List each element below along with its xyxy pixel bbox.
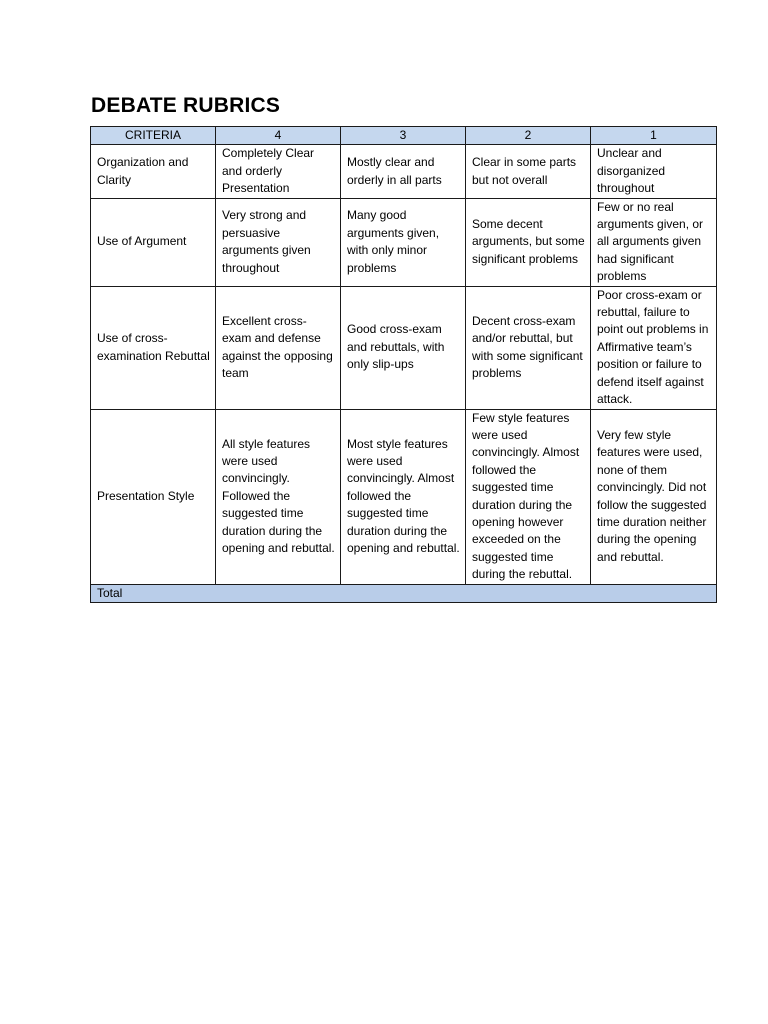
score-1-cell: Very few style features were used, none of them convincingly. Did not follow the suggested time duration neither during the opening and rebuttal. bbox=[591, 409, 717, 584]
score-1-cell: Few or no real arguments given, or all arguments given had significant problems bbox=[591, 198, 717, 286]
score-4-cell: Very strong and persuasive arguments given throughout bbox=[216, 198, 341, 286]
score-3-cell: Most style features were used convincingly. Almost followed the suggested time duration during the opening and rebuttal. bbox=[341, 409, 466, 584]
criteria-cell: Presentation Style bbox=[91, 409, 216, 584]
table-row bbox=[91, 286, 717, 409]
rubric-header bbox=[91, 127, 717, 145]
header-score-1: 1 bbox=[591, 127, 717, 145]
criteria-cell: Use of cross-examination Rebuttal bbox=[91, 286, 216, 409]
rubric-body bbox=[91, 145, 717, 603]
header-criteria: CRITERIA bbox=[91, 127, 216, 145]
header-score-4: 4 bbox=[216, 127, 341, 145]
score-3-cell: Good cross-exam and rebuttals, with only slip-ups bbox=[341, 286, 466, 409]
criteria-cell: Use of Argument bbox=[91, 198, 216, 286]
score-3-cell: Mostly clear and orderly in all parts bbox=[341, 145, 466, 198]
score-4-cell: Excellent cross-exam and defense against the opposing team bbox=[216, 286, 341, 409]
table-row bbox=[91, 145, 717, 198]
page-title: DEBATE RUBRICS bbox=[91, 94, 281, 117]
total-label: Total bbox=[91, 584, 717, 602]
table-row bbox=[91, 198, 717, 286]
table-row bbox=[91, 409, 717, 584]
header-row bbox=[91, 127, 717, 145]
score-4-cell: Completely Clear and orderly Presentation bbox=[216, 145, 341, 198]
score-2-cell: Clear in some parts but not overall bbox=[466, 145, 591, 198]
header-score-3: 3 bbox=[341, 127, 466, 145]
header-score-2: 2 bbox=[466, 127, 591, 145]
criteria-cell: Organization and Clarity bbox=[91, 145, 216, 198]
rubric-table bbox=[90, 126, 717, 603]
score-4-cell: All style features were used convincingly. Followed the suggested time duration during the opening and rebuttal. bbox=[216, 409, 341, 584]
score-3-cell: Many good arguments given, with only minor problems bbox=[341, 198, 466, 286]
score-1-cell: Unclear and disorganized throughout bbox=[591, 145, 717, 198]
score-2-cell: Some decent arguments, but some significant problems bbox=[466, 198, 591, 286]
score-2-cell: Decent cross-exam and/or rebuttal, but with some significant problems bbox=[466, 286, 591, 409]
score-1-cell: Poor cross-exam or rebuttal, failure to point out problems in Affirmative team’s position or failure to defend itself against attack. bbox=[591, 286, 717, 409]
score-2-cell: Few style features were used convincingly. Almost followed the suggested time duration during the opening however exceeded on the suggested time during the rebuttal. bbox=[466, 409, 591, 584]
total-row bbox=[91, 584, 717, 602]
